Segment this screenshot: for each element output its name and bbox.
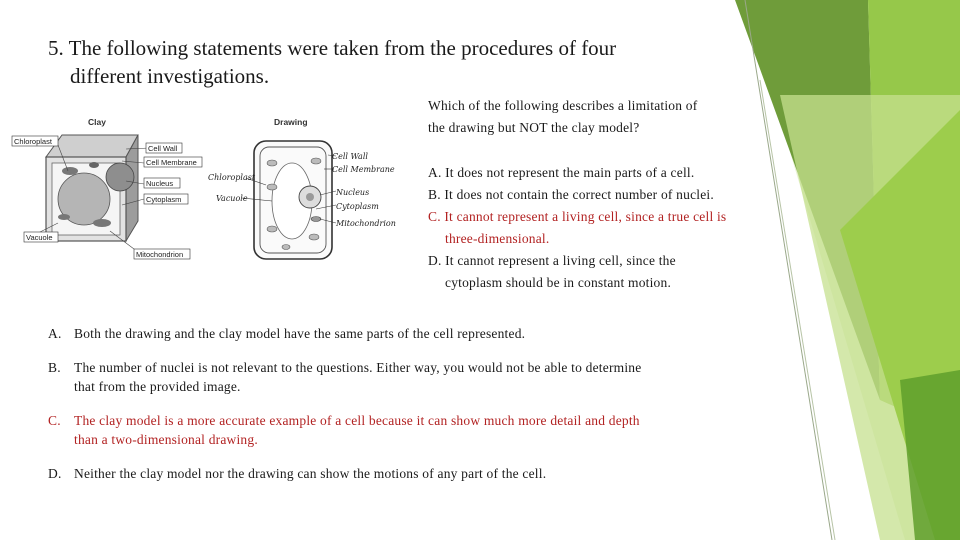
answer-d-letter: D.	[48, 466, 62, 481]
question-option-b	[428, 184, 778, 206]
answer-explanation-a	[48, 324, 748, 343]
question-option-d	[428, 250, 778, 294]
drawing-label-chloroplast: Chloroplast	[208, 173, 256, 182]
title-line-2: different investigations.	[70, 64, 270, 88]
page-title	[48, 34, 728, 90]
drawing-label-mitochondrion: Mitochondrion	[336, 219, 396, 228]
answer-d-text: Neither the clay model nor the drawing can show the motions of any part of the cell.	[74, 466, 547, 481]
clay-label-nucleus: Nucleus	[146, 179, 174, 188]
answer-a-text: Both the drawing and the clay model have the same parts of the cell represented.	[74, 326, 526, 341]
question-option-c	[428, 206, 778, 250]
option-a-text: A. It does not represent the main parts of a cell.	[428, 165, 695, 180]
drawing-label-cytoplasm: Cytoplasm	[336, 202, 379, 211]
answer-explanation-d	[48, 464, 748, 483]
answer-explanation-b	[48, 358, 748, 396]
clay-label-mitochondrion: Mitochondrion	[136, 250, 184, 259]
answer-b-text-line-2: that from the provided image.	[74, 379, 241, 394]
drawing-label-cell-membrane: Cell Membrane	[332, 165, 395, 174]
cell-figure	[10, 105, 415, 270]
title-line-1: 5. The following statements were taken from the procedures of four	[48, 36, 617, 60]
option-b-text: B. It does not contain the correct number of nuclei.	[428, 187, 714, 202]
question-stem	[428, 95, 758, 139]
answer-c-text-line-2: than a two-dimensional drawing.	[74, 432, 258, 447]
answer-c-letter: C.	[48, 413, 61, 428]
answer-c-text: The clay model is a more accurate example of a cell because it can show much more detail and depth	[74, 413, 640, 428]
clay-label-cytoplasm: Cytoplasm	[146, 195, 182, 204]
answer-b-text: The number of nuclei is not relevant to the questions. Either way, you would not be able to determine	[74, 360, 642, 375]
answer-b-letter: B.	[48, 360, 61, 375]
option-d-text: D. It cannot represent a living cell, since the	[428, 253, 676, 268]
option-c-text-line-2: three-dimensional.	[445, 231, 550, 246]
option-d-text-line-2: cytoplasm should be in constant motion.	[445, 275, 672, 290]
drawing-heading: Drawing	[274, 117, 308, 127]
answer-explanation-c	[48, 411, 748, 449]
answer-a-letter: A.	[48, 326, 62, 341]
drawing-label-nucleus: Nucleus	[336, 188, 370, 197]
clay-heading: Clay	[88, 117, 106, 127]
drawing-label-cell-wall: Cell Wall	[332, 152, 368, 161]
clay-label-chloroplast: Chloroplast	[14, 137, 52, 146]
option-c-text: C. It cannot represent a living cell, since a true cell is	[428, 209, 727, 224]
clay-label-cell-wall: Cell Wall	[148, 144, 178, 153]
clay-label-vacuole: Vacuole	[26, 233, 53, 242]
clay-label-cell-membrane: Cell Membrane	[146, 158, 197, 167]
drawing-label-vacuole: Vacuole	[216, 194, 248, 203]
question-line-1: Which of the following describes a limitation of	[428, 98, 698, 113]
question-line-2: the drawing but NOT the clay model?	[428, 120, 640, 135]
drawn-cell-diagram	[242, 141, 336, 259]
question-option-a	[428, 162, 778, 184]
